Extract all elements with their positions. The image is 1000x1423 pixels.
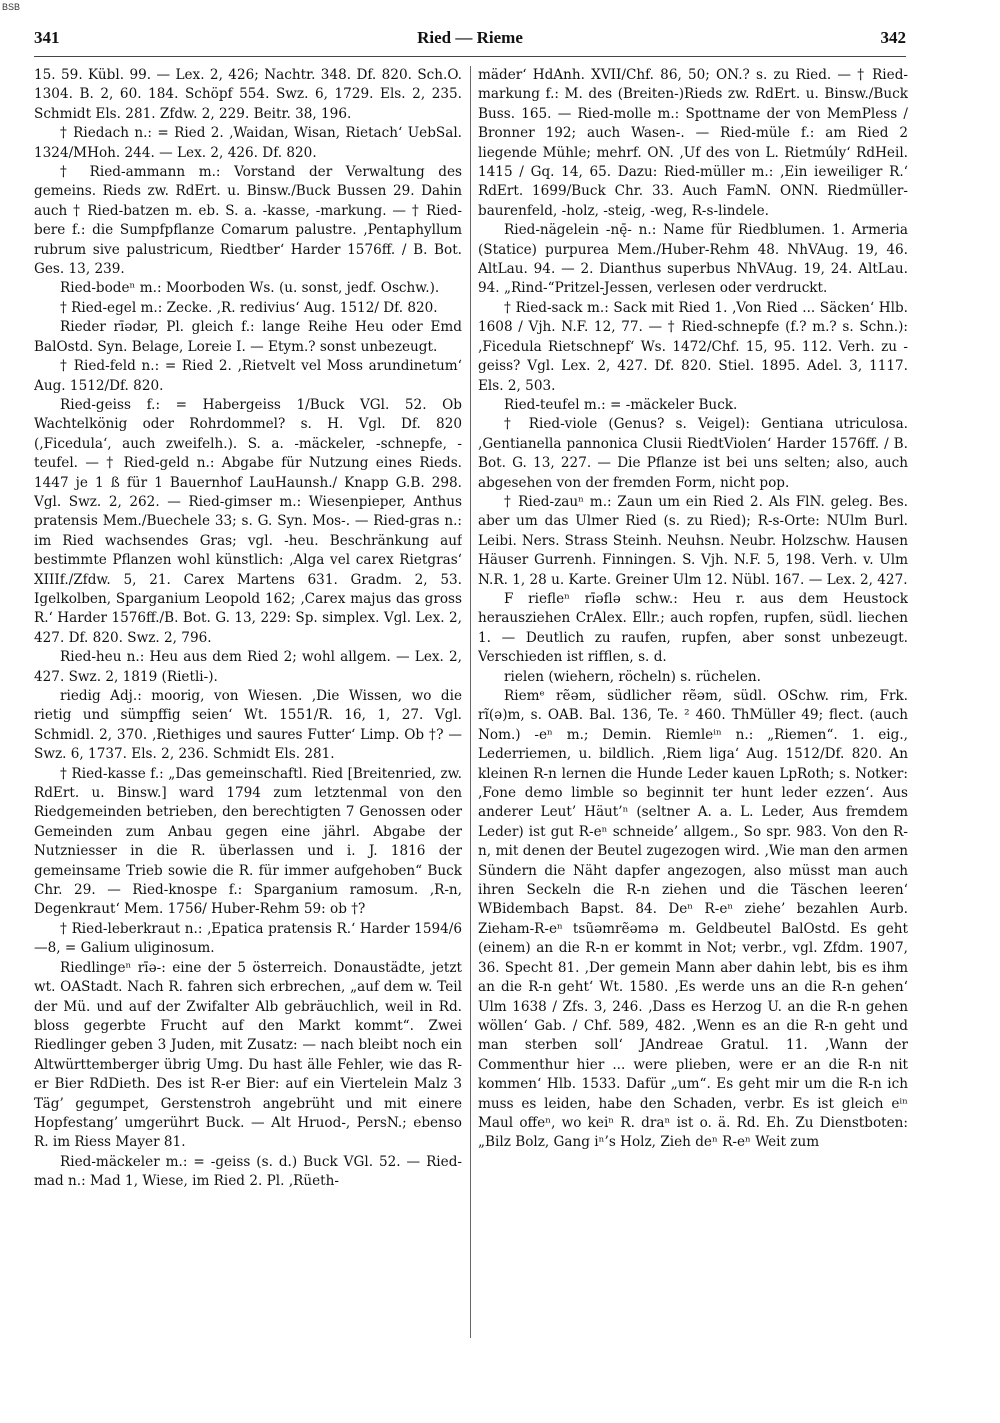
dictionary-entry: mäder‘ HdAnh. XVII/Chf. 86, 50; ON.? s. zu Ried. — † Ried-markung f.: M. des (Breiten-)Rieds zw. RdErt. u. Binsw./Buck Buss. 165. — Ried-molle m.: Spottname der von MemPless / Bronner 192; auch Wasen-. — Ried-müle f.: am Ried 2 liegende Mühle; mehrf. ON. ‚Uf des von L. Rietmúly‘ RdHeil. 1415 / Gq. 14, 65. Dazu: Ried-müller m.: ‚Ein ieweiliger R.‘ RdErt. 1699/Buck Chr. 33. Auch FamN. ONN. Riedmüller-baurenfeld, -holz, -steig, -weg, R-s-lindele.	[478, 67, 908, 219]
dictionary-entry: † Riedach n.: = Ried 2. ‚Waidan, Wisan, Rietach‘ UebSal. 1324/MHoh. 244. — Lex. 2, 426. Df. 820.	[34, 125, 462, 161]
dictionary-entry: 15. 59. Kübl. 99. — Lex. 2, 426; Nachtr. 348. Df. 820. Sch.O. 1304. B. 2, 60. 184. Schöpf 554. Swz. 6, 1729. Els. 2, 235. Schmidt Els. 281. Zfdw. 2, 229. Beitr. 38, 196.	[34, 67, 462, 122]
dictionary-entry: † Ried-egel m.: Zecke. ‚R. redivius‘ Aug. 1512/ Df. 820.	[60, 299, 438, 316]
dictionary-entry: Ried-geiss f.: = Habergeiss 1/Buck VGl. 52. Ob Wachtelkönig oder Rohrdommel? s. H. Vgl. Df. 820 (‚Ficedula‘, auch zweifelh.). S. a. -mäckeler, -schnepfe, -teufel. — † Ried-geld n.: Abgabe für Nutzung eines Rieds. 1447 je 1 ß für 1 Bauernhof LauHaunsh./ Knapp G.B. 298. Vgl. Swz. 2, 262. — Ried-gimser m.: Wiesenpieper, Anthus pratensis Mem./Buechele 33; s. G. Syn. Mos-. — Ried-gras n.: im Ried wachsendes Gras; vgl. -heu. Beschränkung auf bestimmte Pflanzen wohl künstlich: ‚Alga vel carex Rietgras‘ XIIIf./Zfdw. 5, 21. Carex Martens 631. Gradm. 2, 53. Igelkolben, Sparganium Leopold 162; ‚Carex majus das gross R.‘ Harder 1576ff./B. Bot. G. 13, 229: Sp. simplex. Vgl. Lex. 2, 427. Df. 820. Swz. 2, 796.	[34, 396, 462, 646]
page-number-left: 341	[34, 28, 60, 47]
dictionary-entry: Ried-heu n.: Heu aus dem Ried 2; wohl allgem. — Lex. 2, 427. Swz. 2, 1819 (Rietli-).	[34, 649, 462, 685]
dictionary-entry: F riefleⁿ rīəflə schw.: Heu r. aus dem Heustock herausziehen CrAlex. Ellr.; auch ropfen, rupfen, südl. liechen 1. — Deutlich zu raufen, rupfen, aber sonst unbezeugt. Verschieden ist rifflen, s. d.	[478, 590, 908, 666]
dictionary-entry: Rieder rīədər, Pl. gleich f.: lange Reihe Heu oder Emd BalOstd. Syn. Belage, Loreie I. — Etym.? sonst unbezeugt.	[34, 319, 462, 355]
page-header	[34, 28, 906, 54]
dictionary-entry: rielen (wiehern, röcheln) s. rüchelen.	[504, 668, 761, 685]
dictionary-entry: Ried-teufel m.: = -mäckeler Buck.	[504, 396, 738, 413]
dictionary-entry: † Ried-leberkraut n.: ‚Epatica pratensis R.‘ Harder 1594/6—8, = Galium uliginosum.	[34, 920, 462, 957]
dictionary-entry: † Ried-ammann m.: Vorstand der Verwaltung des gemeins. Rieds zw. RdErt. u. Binsw./Buck Bussen 29. Dahin auch † Ried-batzen m. eb. S. a. -kasse, -markung. — † Ried-bere f.: die Sumpfpflanze Comarum palustre. ‚Pentaphyllum rubrum sive palustricum, Riedtber‘ Harder 1576ff. / B. Bot. Ges. 13, 239.	[34, 164, 462, 278]
dictionary-entry: † Ried-sack m.: Sack mit Ried 1. ‚Von Ried ... Säcken‘ Hlb. 1608 / Vjh. N.F. 12, 77. — † Ried-schnepfe (f.? m.? s. Schn.): ‚Ficedula Rietschnepf‘ Ws. 1472/Chf. 15, 95. 112. Verh. zu -geiss? Vgl. Lex. 2, 427. Df. 820. Stiel. 1895. Adel. 3, 1117. Els. 2, 503.	[478, 299, 908, 394]
header-rule	[34, 56, 906, 57]
dictionary-entry: Ried-mäckeler m.: = -geiss (s. d.) Buck VGl. 52. — Ried-mad n.: Mad 1, Wiese, im Ried 2. Pl. ‚Rüeth-	[34, 1153, 462, 1190]
dictionary-entry: † Ried-kasse f.: „Das gemeinschaftl. Ried [Breitenried, zw. RdErt. u. Binsw.] ward 1794 zum letztenmal von den Riedgemeinden betrieben, den berechtigten 7 Genossen oder Gemeinden zum Anbau gegen eine jährl. Abgabe der Nutzniesser in die R. überlassen und i. J. 1816 der gemeinsame Trieb sowie die R. für immer aufgehoben“ Buck Chr. 29. — Ried-knospe f.: Sparganium ramosum. ‚R-n, Degenkraut‘ Mem. 1756/ Huber-Rehm 59: ob †?	[34, 765, 462, 918]
left-column	[34, 66, 462, 1338]
running-title: Ried — Rieme	[417, 28, 523, 47]
dictionary-entry: † Ried-zauⁿ m.: Zaun um ein Ried 2. Als FlN. geleg. Bes. aber um das Ulmer Ried (s. zu Ried); R-s-Orte: NUlm Burl. Leibi. Ners. Strass Steinh. Neuhsn. Neubr. Holzschw. Hausen Häuser Gurrenh. Finningen. S. Vjh. N.F. 5, 198. Verh. v. Ulm N.R. 1, 28 u. Karte. Greiner Ulm 12. Nübl. 167. — Lex. 2, 427.	[478, 493, 908, 588]
page-number-right: 342	[880, 28, 906, 47]
dictionary-entry: Riedlingeⁿ rīə-: eine der 5 österreich. Donaustädte, jetzt wt. OAStadt. Nach R. fahren sich erbrechen, „auf dem w. Teil der Mü. und auf der Zwifalter Alb gebräuchlich, weil in Rd. bloss gegerbte Frucht auf den Markt kommt“. Zwei Riedlinger geben 3 Juden, mit Zusatz: — nach bleibt noch ein Altwürttemberger übrig Umg. Du hast älle Fehler, wie das R-er Bier RdDieth. Des ist R-er Bier: auf ein Viertelein Malz 3 Täg’ gegumpet, Gerstenstroh angebrüht und mit einere Hopfestang’ umgerührt Buck. — Alt Hruod-, PersN.; ebenso R. im Riess Mayer 81.	[34, 959, 462, 1151]
dictionary-entry: Ried-bodeⁿ m.: Moorboden Ws. (u. sonst, jedf. Oschw.).	[60, 280, 440, 297]
library-stamp: BSB	[2, 2, 21, 12]
right-column	[478, 66, 908, 1338]
dictionary-entry: Riemᵉ rẽəm, südlicher rẽəm, südl. OSchw. rim, Frk. rĩ(ə)m, s. OAB. Bal. 136, Te. ² 460. ThMüller 49; flect. (auch Nom.) -eⁿ m.; Demin. Riemleⁱⁿ n.: „Riemen“. 1. eig., Lederriemen, u. bildlich. ‚Riem liga‘ Aug. 1512/Df. 820. An kleinen R-n lernen die Hunde Leder kauen LpRoth; s. Notker: ‚Fone demo limble so beginnit ter hunt leder ezzen‘. Aus anderer Leut’ Häut’ⁿ (seltner A. a. L. Leder, Aus fremdem Leder) ist gut R-eⁿ schneide’ allgem., So spr. 983. Von den R-n, mit denen der Beutel zugezogen wird. ‚Wie man den armen Sündern die Näht dapfer angezogen, also müsst man auch ihren Seckeln die R-n ziehen und die Täschen leeren‘ WBidembach Bapst. 84. Deⁿ R-eⁿ ziehe’ bezahlen Aurb. Zieham-R-eⁿ tsũəmrẽəmə m. Geldbeutel BalOstd. Es geht (einem) an die R-n er kommt in Not; verbr., vgl. Zfdm. 1907, 36. Specht 81. ‚Der gemein Mann aber dahin lebt, bis es ihm an die R-n geht‘ Wt. 1580. ‚Es werde uns an die R-n gehen‘ Ulm 1638 / Zfs. 3, 246. ‚Dass es Herzog U. an die R-n gehen wöllen‘ Gab. / Chf. 589, 482. ‚Wenn es an die R-n geht und man sterben soll‘ JAndreae Gratul. 11. ‚Wann der Commenthur hier ... were plieben, were er an die R-n nit kommen‘ Hlb. 1533. Dafür „um“. Es geht mir um die R-n ich muss es leiden, habe den Schaden, verbr. Es ist gleich eⁱⁿ Maul offeⁿ, wo keiⁿ R. draⁿ ist o. ä. Rd. Eh. Zu Dienstboten: „Bilz Bolz, Gang iⁿ’s Holz, Zieh deⁿ R-eⁿ Weit zum	[478, 688, 908, 1151]
dictionary-entry: † Ried-viole (Genus? s. Veigel): Gentiana utriculosa. ‚Gentianella pannonica Clusii RiedtViolen‘ Harder 1576ff. / B. Bot. G. 13, 227. — Die Pflanze ist bei uns selten; also, auch abgesehen von der fremden Form, nicht pop.	[478, 416, 908, 491]
dictionary-entry: Ried-nägelein -nę̄- n.: Name für Riedblumen. 1. Armeria (Statice) purpurea Mem./Huber-Rehm 48. NhVAug. 19, 46. AltLau. 94. — 2. Dianthus superbus NhVAug. 19, 24. AltLau. 94. „Rind-“Pritzel-Jessen, verlesen oder verdruckt.	[478, 222, 908, 297]
column-divider	[470, 66, 471, 1338]
dictionary-entry: riedig Adj.: moorig, von Wiesen. ‚Die Wissen, wo die rietig und sümpffig seien‘ Wt. 1551/R. 16, 1, 27. Vgl. Schmidl. 2, 370. ‚Riethiges und saures Futter‘ Limp. Ob †? — Swz. 6, 1737. Els. 2, 236. Schmidt Els. 281.	[34, 688, 462, 763]
dictionary-entry: † Ried-feld n.: = Ried 2. ‚Rietvelt vel Moss arundinetum‘ Aug. 1512/Df. 820.	[34, 358, 462, 394]
